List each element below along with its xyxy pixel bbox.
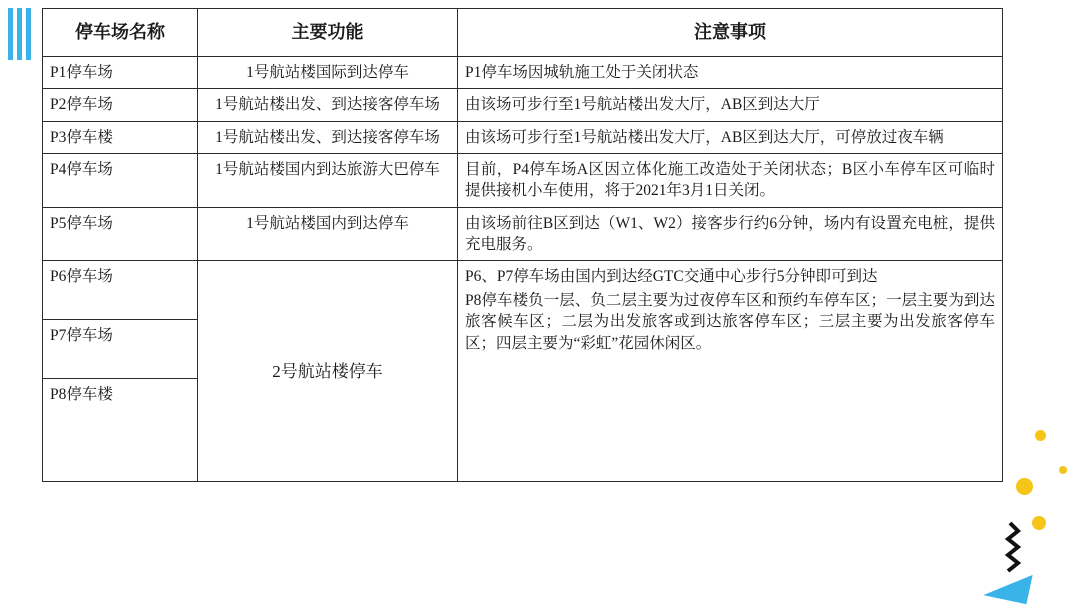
parking-function: 1号航站楼出发、到达接客停车场 <box>198 121 458 153</box>
table-row <box>43 261 1003 320</box>
decorative-dot <box>1035 430 1046 441</box>
parking-name: P1停车场 <box>43 56 198 88</box>
column-header-function: 主要功能 <box>198 9 458 57</box>
parking-notes: P1停车场因城轨施工处于关闭状态 <box>458 56 1003 88</box>
parking-name: P6停车场 <box>43 261 198 320</box>
decorative-dot <box>1016 478 1033 495</box>
table-header-row <box>43 9 1003 57</box>
bar-2 <box>17 8 22 60</box>
parking-note-line: P6、P7停车场由国内到达经GTC交通中心步行5分钟即可到达 <box>465 268 878 286</box>
parking-function: 2号航站楼停车 <box>198 261 458 482</box>
decorative-zigzag-icon <box>1000 519 1060 574</box>
decorative-dot <box>1059 466 1067 474</box>
table-row <box>43 89 1003 121</box>
bar-1 <box>8 8 13 60</box>
parking-function: 1号航站楼出发、到达接客停车场 <box>198 89 458 121</box>
table-row <box>43 121 1003 153</box>
decorative-left-bars <box>8 8 31 60</box>
parking-function: 1号航站楼国内到达旅游大巴停车 <box>198 153 458 207</box>
parking-table-container <box>42 8 1002 482</box>
parking-name: P7停车场 <box>43 320 198 379</box>
column-header-notes: 注意事项 <box>458 9 1003 57</box>
parking-notes: 目前，P4停车场A区因立体化施工改造处于关闭状态；B区小车停车区可临时提供接机小车使用，将于2021年3月1日关闭。 <box>458 153 1003 207</box>
table-row <box>43 207 1003 261</box>
parking-name: P3停车楼 <box>43 121 198 153</box>
parking-name: P5停车场 <box>43 207 198 261</box>
parking-function: 1号航站楼国内到达停车 <box>198 207 458 261</box>
parking-function: 1号航站楼国际到达停车 <box>198 56 458 88</box>
column-header-name: 停车场名称 <box>43 9 198 57</box>
parking-notes: 由该场可步行至1号航站楼出发大厅，AB区到达大厅 <box>458 89 1003 121</box>
parking-name: P4停车场 <box>43 153 198 207</box>
parking-name: P2停车场 <box>43 89 198 121</box>
table-row <box>43 56 1003 88</box>
parking-note-line: P8停车楼负一层、负二层主要为过夜停车区和预约车停车区；一层主要为到达旅客候车区；二层为出发旅客或到达旅客停车区；三层主要为出发旅客停车区；四层主要为“彩虹”花园休闲区。 <box>465 291 995 352</box>
parking-notes: 由该场可步行至1号航站楼出发大厅，AB区到达大厅，可停放过夜车辆 <box>458 121 1003 153</box>
parking-notes: 由该场前往B区到达（W1、W2）接客步行约6分钟，场内有设置充电桩，提供充电服务。 <box>458 207 1003 261</box>
parking-notes <box>458 261 1003 482</box>
table-row <box>43 153 1003 207</box>
parking-table <box>42 8 1003 482</box>
bar-3 <box>26 8 31 60</box>
parking-name: P8停车楼 <box>43 379 198 482</box>
